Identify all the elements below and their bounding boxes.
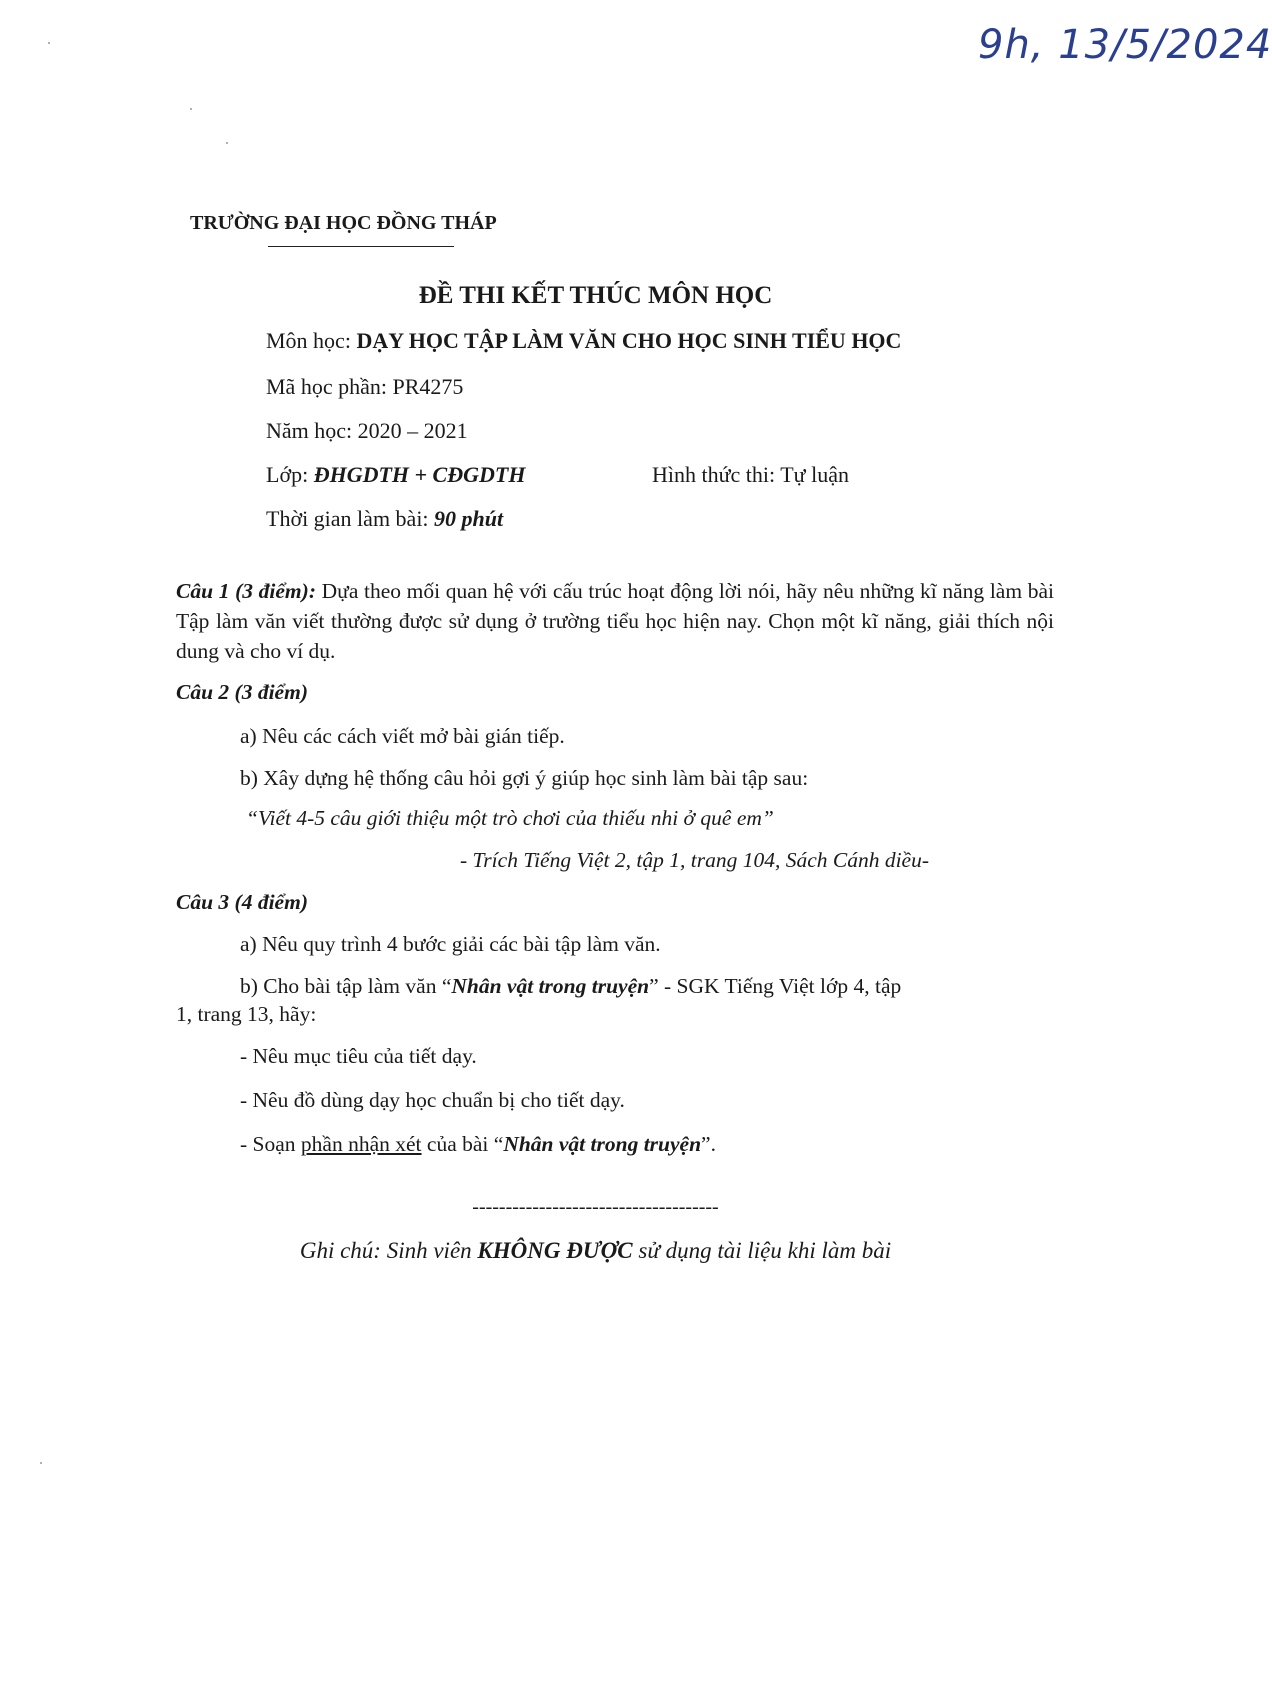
time-label: Thời gian làm bài: <box>266 506 435 531</box>
question-1-heading: Câu 1 (3 điểm): <box>176 579 316 603</box>
scan-speck <box>48 42 50 44</box>
question-3-part-b-title: Nhân vật trong truyện <box>451 974 650 998</box>
question-2-part-a: a) Nêu các cách viết mở bài gián tiếp. <box>240 724 565 748</box>
footer-note-pre: Ghi chú: Sinh viên <box>299 1238 478 1263</box>
time-value: 90 phút <box>434 506 504 531</box>
footer-note <box>0 1238 1191 1264</box>
scan-speck <box>40 1462 42 1464</box>
question-3-part-b <box>240 974 901 999</box>
subject-line <box>266 328 901 354</box>
separator-dashes: ------------------------------------- <box>472 1196 719 1218</box>
school-name: TRƯỜNG ĐẠI HỌC ĐỒNG THÁP <box>190 212 497 234</box>
question-3-part-a: a) Nêu quy trình 4 bước giải các bài tập làm văn. <box>240 932 661 956</box>
question-3-part-b-post: ” - SGK Tiếng Việt lớp 4, tập <box>649 974 902 998</box>
question-3-last-item-mid: của bài “ <box>421 1132 504 1156</box>
footer-note-post: sử dụng tài liệu khi làm bài <box>632 1238 892 1263</box>
question-3-part-b-pre: b) Cho bài tập làm văn “ <box>240 974 452 998</box>
class-value: ĐHGDTH + CĐGDTH <box>313 462 526 487</box>
question-3-item: - Nêu mục tiêu của tiết dạy. <box>240 1044 477 1068</box>
question-3-last-item-title: Nhân vật trong truyện <box>503 1132 702 1156</box>
footer-note-strong: KHÔNG ĐƯỢC <box>477 1238 633 1263</box>
scan-speck <box>226 142 228 144</box>
question-3-item: - Nêu đồ dùng dạy học chuẩn bị cho tiết dạy. <box>240 1088 625 1112</box>
school-year-line: Năm học: 2020 – 2021 <box>266 418 468 443</box>
question-1 <box>176 576 1054 666</box>
class-label: Lớp: <box>266 462 314 487</box>
question-2-source: - Trích Tiếng Việt 2, tập 1, trang 104, Sách Cánh diều- <box>460 848 930 872</box>
question-3-part-b-continued: 1, trang 13, hãy: <box>176 1002 317 1026</box>
school-underline-divider <box>268 246 454 247</box>
question-3-last-item-post: ”. <box>701 1132 716 1156</box>
subject-label: Môn học: <box>266 328 357 353</box>
question-3-last-item-underlined: phần nhận xét <box>300 1132 422 1156</box>
question-3-last-item-pre: - Soạn <box>240 1132 301 1156</box>
time-line <box>266 506 503 532</box>
question-3-heading: Câu 3 (4 điểm) <box>176 890 308 914</box>
question-2-heading: Câu 2 (3 điểm) <box>176 680 308 704</box>
handwritten-date-note: 9h, 13/5/2024 <box>978 22 1272 68</box>
exam-format-line: Hình thức thi: Tự luận <box>652 462 849 487</box>
exam-title: ĐỀ THI KẾT THÚC MÔN HỌC <box>418 282 773 309</box>
question-2-quote: “Viết 4-5 câu giới thiệu một trò chơi của thiếu nhi ở quê em” <box>246 806 774 830</box>
course-code-line: Mã học phần: PR4275 <box>266 374 464 399</box>
class-line <box>266 462 525 488</box>
scan-speck <box>190 108 192 110</box>
question-3-last-item <box>240 1132 716 1157</box>
question-2-part-b: b) Xây dựng hệ thống câu hỏi gợi ý giúp học sinh làm bài tập sau: <box>240 766 809 790</box>
question-1-text: Dựa theo mối quan hệ với cấu trúc hoạt động lời nói, hãy nêu những kĩ năng làm bài Tập làm văn viết thường được sử dụng ở trường tiểu học hiện nay. Chọn một kĩ năng, giải thích nội dung và cho ví dụ. <box>176 579 1054 663</box>
subject-value: DẠY HỌC TẬP LÀM VĂN CHO HỌC SINH TIỂU HỌC <box>356 328 902 353</box>
